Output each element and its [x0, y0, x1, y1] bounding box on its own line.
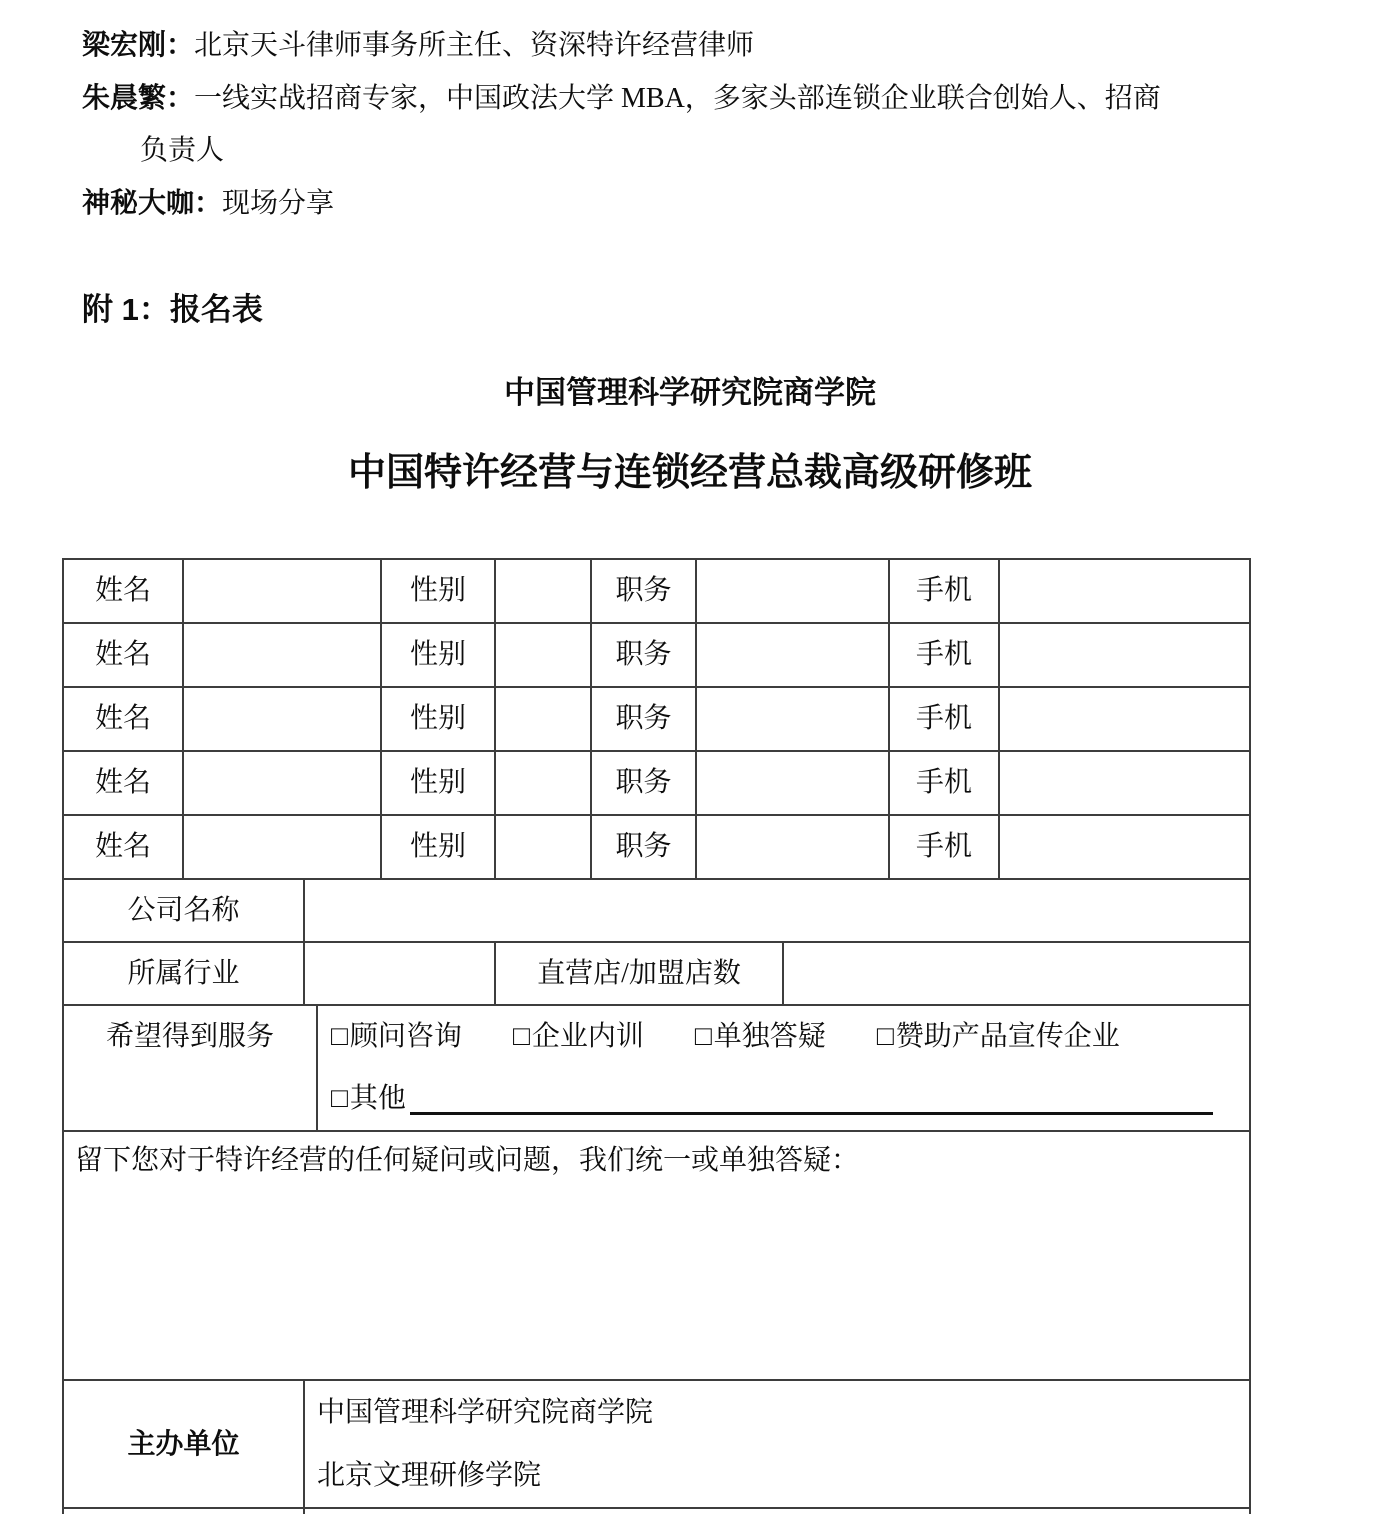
gender-input-cell[interactable] — [496, 560, 592, 624]
title-label: 职务 — [592, 752, 697, 816]
gender-input-cell[interactable] — [496, 624, 592, 688]
name-label: 姓名 — [64, 560, 184, 624]
company-row — [64, 880, 1249, 943]
service-option-qa[interactable]: □单独答疑 — [694, 1021, 826, 1052]
speaker-name: 梁宏刚： — [82, 29, 195, 60]
services-row — [64, 1006, 1249, 1132]
title-input-cell[interactable] — [697, 752, 890, 816]
phone-label: 手机 — [890, 624, 1000, 688]
name-label: 姓名 — [64, 752, 184, 816]
phone-label: 手机 — [890, 752, 1000, 816]
organizer-line: 北京文理研修学院 — [317, 1460, 542, 1491]
member-row — [64, 624, 1249, 688]
name-label: 姓名 — [64, 624, 184, 688]
organizer-row — [64, 1381, 1249, 1509]
checkbox-icon: □ — [512, 1021, 530, 1052]
title-input-cell[interactable] — [697, 816, 890, 880]
phone-input-cell[interactable] — [1000, 688, 1249, 752]
course-title: 中国特许经营与连锁经营总裁高级研修班 — [347, 452, 1032, 494]
speaker-desc: 北京天斗律师事务所主任、资深特许经营律师 — [194, 30, 755, 61]
gender-input-cell[interactable] — [496, 752, 592, 816]
service-option-other[interactable]: □其他 — [331, 1083, 406, 1114]
clipped-value-cell — [305, 1509, 1249, 1514]
checkbox-icon: □ — [876, 1021, 894, 1052]
checkbox-icon: □ — [331, 1083, 348, 1114]
industry-input-cell[interactable] — [305, 943, 496, 1006]
speaker-intro — [82, 0, 1317, 230]
services-options-cell — [318, 1006, 1249, 1132]
name-input-cell[interactable] — [184, 688, 382, 752]
gender-label: 性别 — [382, 816, 496, 880]
phone-input-cell[interactable] — [1000, 624, 1249, 688]
title-input-cell[interactable] — [697, 624, 890, 688]
speaker-desc: 现场分享 — [222, 188, 335, 219]
organizer-line: 中国管理科学研究院商学院 — [317, 1397, 654, 1428]
speaker-line — [82, 72, 1317, 125]
title-label: 职务 — [592, 560, 697, 624]
speaker-name: 朱晨繁： — [82, 82, 195, 113]
speaker-line — [82, 177, 1317, 230]
phone-label: 手机 — [890, 816, 1000, 880]
gender-label: 性别 — [382, 624, 496, 688]
gender-input-cell[interactable] — [496, 688, 592, 752]
stores-input-cell[interactable] — [784, 943, 1249, 1006]
question-prompt: 留下您对于特许经营的任何疑问或问题，我们统一或单独答疑： — [75, 1145, 860, 1176]
phone-input-cell[interactable] — [1000, 560, 1249, 624]
name-label: 姓名 — [64, 816, 184, 880]
registration-form — [62, 558, 1251, 1514]
organization-title: 中国管理科学研究院商学院 — [504, 375, 876, 410]
clipped-label-cell — [64, 1509, 305, 1514]
name-label: 姓名 — [64, 688, 184, 752]
name-input-cell[interactable] — [184, 624, 382, 688]
company-label: 公司名称 — [64, 880, 305, 943]
clipped-next-row — [64, 1509, 1249, 1514]
title-input-cell[interactable] — [697, 560, 890, 624]
phone-input-cell[interactable] — [1000, 816, 1249, 880]
phone-input-cell[interactable] — [1000, 752, 1249, 816]
phone-label: 手机 — [890, 560, 1000, 624]
organizer-value-cell — [305, 1381, 1249, 1509]
service-option-consulting[interactable]: □顾问咨询 — [331, 1021, 462, 1052]
title-input-cell[interactable] — [697, 688, 890, 752]
speaker-name: 神秘大咖： — [82, 187, 223, 218]
phone-label: 手机 — [890, 688, 1000, 752]
member-row — [64, 560, 1249, 624]
question-row — [64, 1132, 1249, 1381]
member-row — [64, 816, 1249, 880]
industry-label: 所属行业 — [64, 943, 305, 1006]
services-option-line — [331, 1006, 1249, 1068]
company-input-cell[interactable] — [305, 880, 1249, 943]
title-label: 职务 — [592, 816, 697, 880]
service-option-training[interactable]: □企业内训 — [512, 1021, 644, 1052]
title-label: 职务 — [592, 624, 697, 688]
service-option-sponsor[interactable]: □赞助产品宣传企业 — [876, 1021, 1120, 1052]
name-input-cell[interactable] — [184, 752, 382, 816]
title-label: 职务 — [592, 688, 697, 752]
checkbox-icon: □ — [694, 1021, 712, 1052]
name-input-cell[interactable] — [184, 560, 382, 624]
member-row — [64, 688, 1249, 752]
speaker-line — [82, 19, 1317, 72]
gender-label: 性别 — [382, 752, 496, 816]
services-label: 希望得到服务 — [64, 1006, 318, 1132]
speaker-desc: 一线实战招商专家，中国政法大学 MBA，多家头部连锁企业联合创始人、招商 — [194, 83, 1161, 114]
attachment-heading: 附 1：报名表 — [82, 292, 263, 327]
gender-label: 性别 — [382, 560, 496, 624]
member-row — [64, 752, 1249, 816]
stores-label: 直营店/加盟店数 — [496, 943, 784, 1006]
industry-row — [64, 943, 1249, 1006]
question-input-area[interactable] — [64, 1132, 1249, 1381]
gender-input-cell[interactable] — [496, 816, 592, 880]
speaker-desc-continuation: 负责人 — [140, 135, 225, 166]
other-fill-line[interactable] — [410, 1112, 1213, 1115]
name-input-cell[interactable] — [184, 816, 382, 880]
checkbox-icon: □ — [331, 1021, 348, 1052]
services-other-line — [331, 1068, 1249, 1130]
organizer-label: 主办单位 — [64, 1381, 305, 1509]
gender-label: 性别 — [382, 688, 496, 752]
